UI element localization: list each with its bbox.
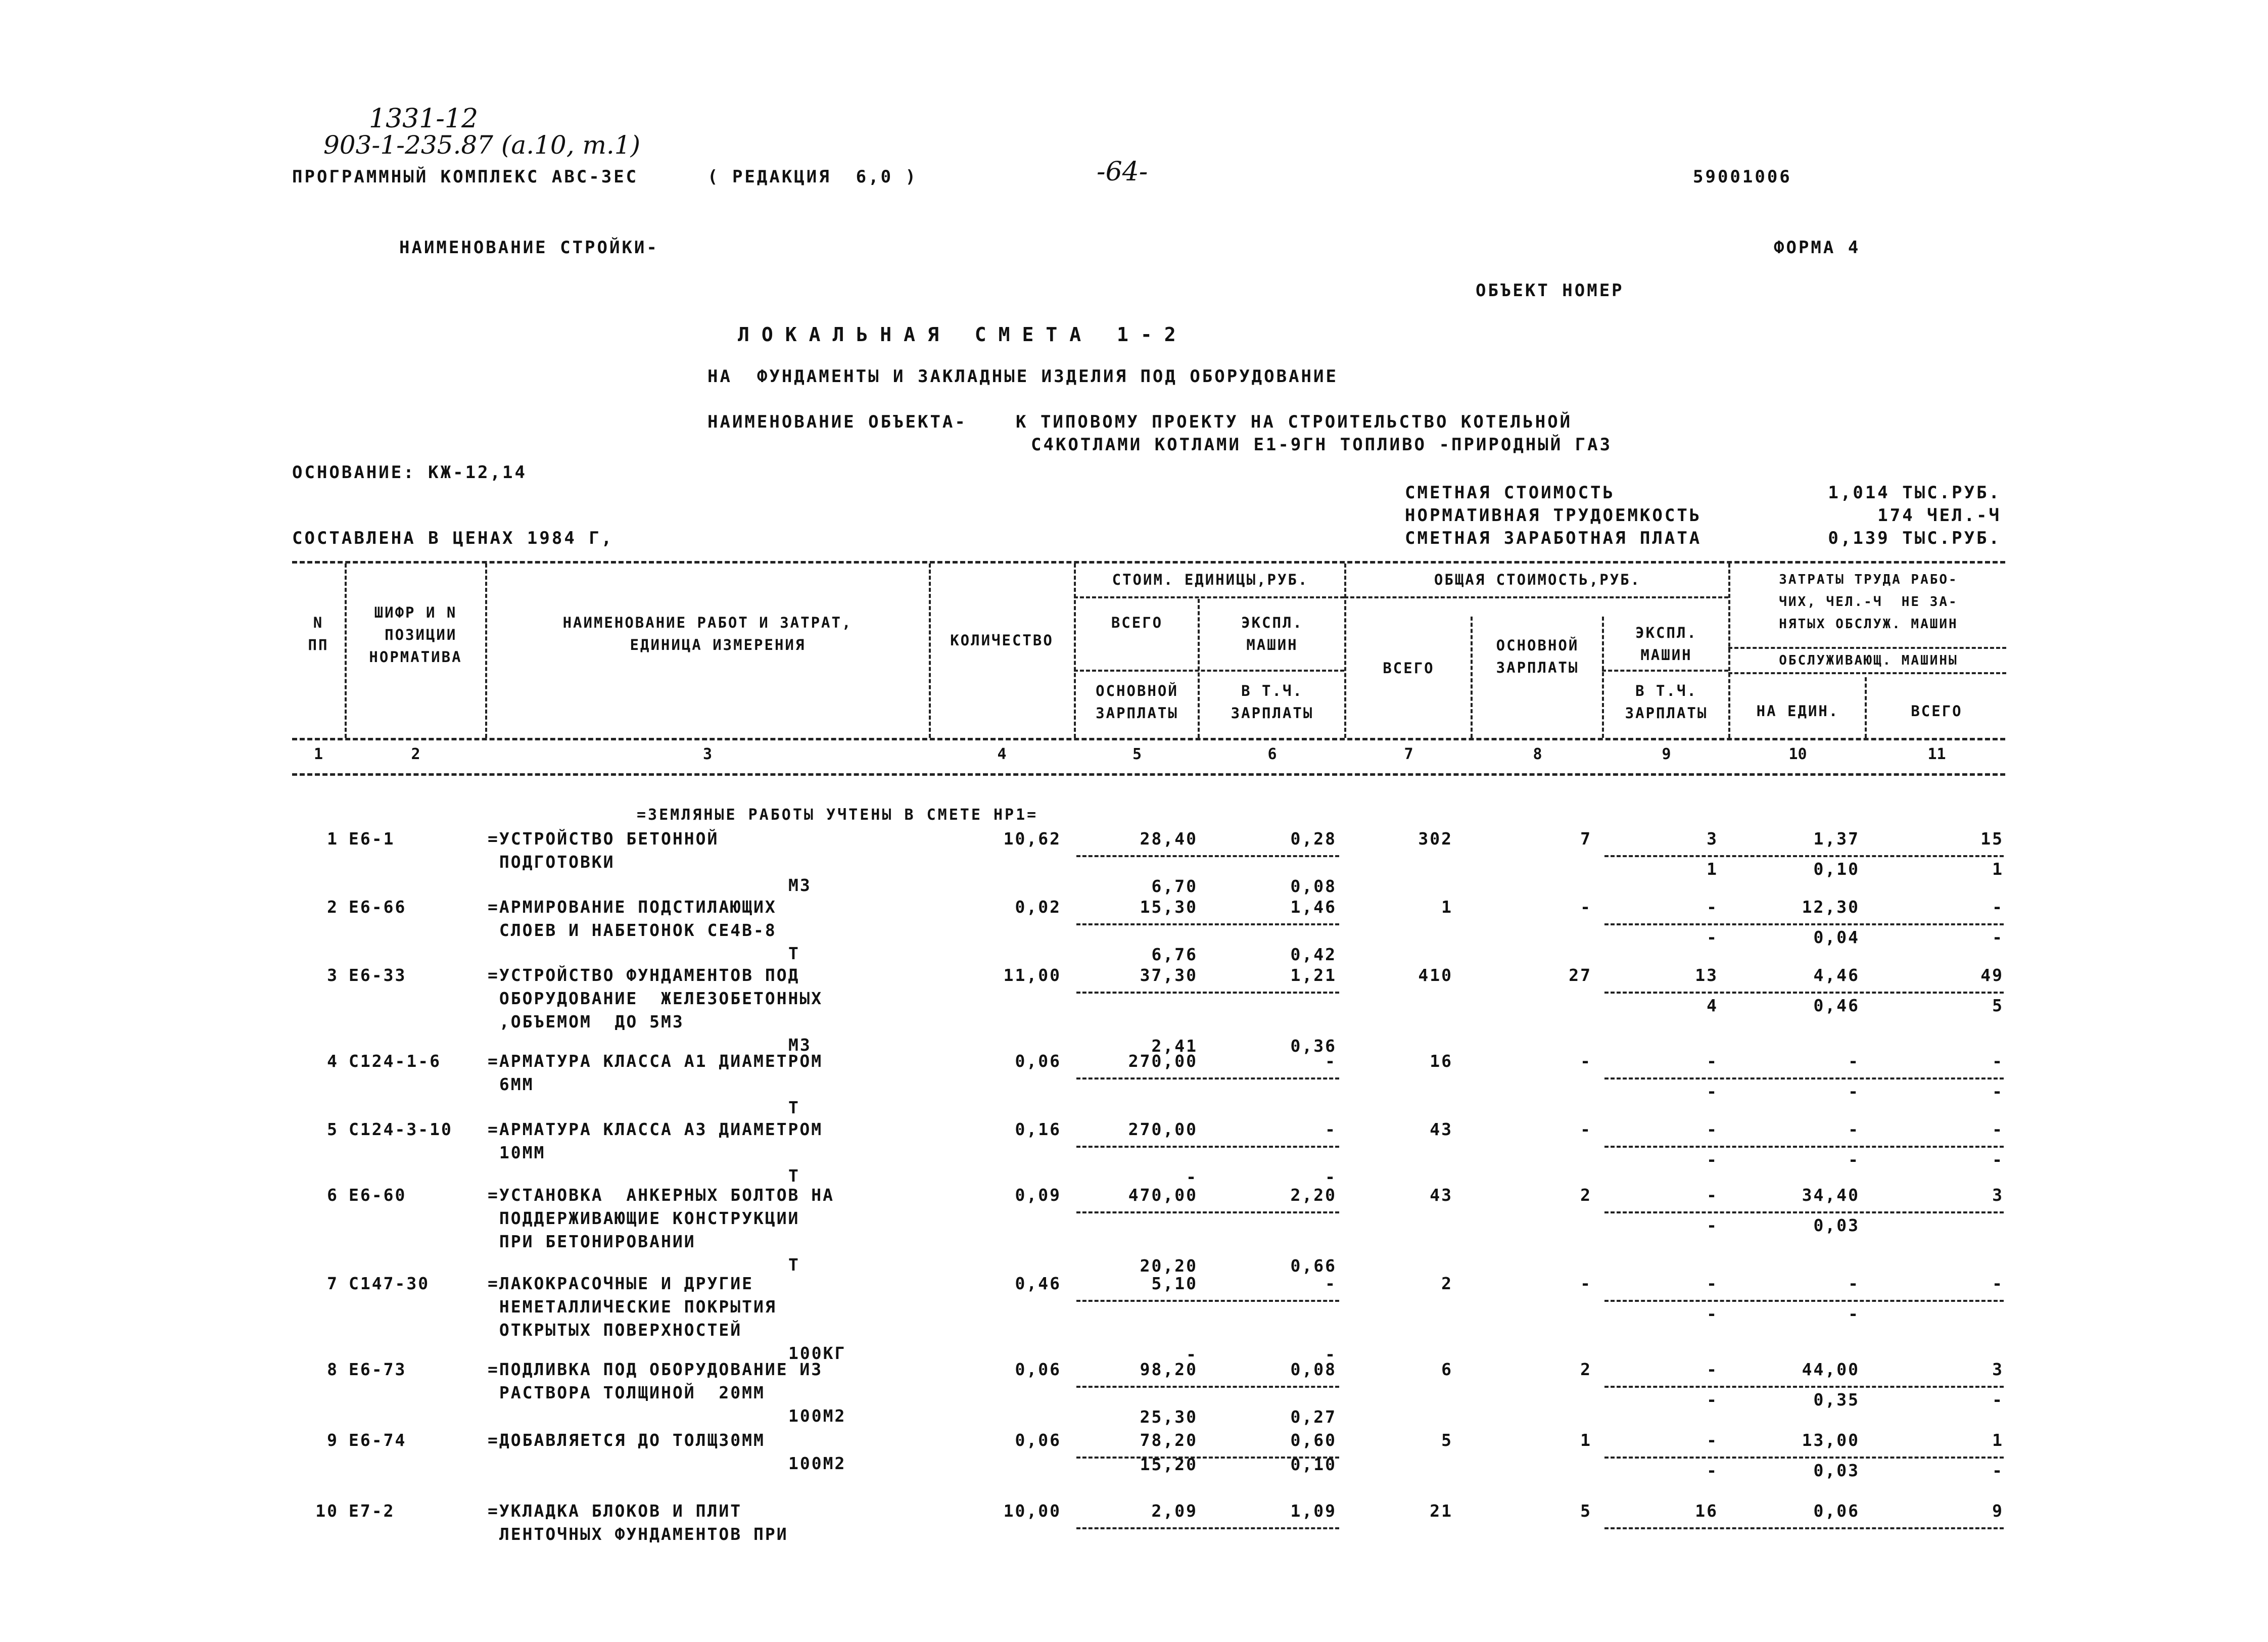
- row-number: 1: [327, 829, 339, 849]
- row-unit-machines: -: [1325, 1274, 1337, 1293]
- row-labor-per-unit: -: [1848, 1119, 1860, 1139]
- handwritten-number: 1331-12: [369, 104, 479, 134]
- row-total: 1: [1441, 897, 1453, 917]
- row-labor-machines-unit: 0,03: [1813, 1215, 1860, 1235]
- row-number: 3: [327, 965, 339, 985]
- row-total-machines: -: [1707, 1051, 1718, 1071]
- row-unit-incl-wages: 0,08: [1290, 876, 1337, 896]
- row-unit-machines: 0,08: [1290, 1359, 1337, 1379]
- row-number: 7: [327, 1274, 339, 1293]
- col-header-per-unit: НА ЕДИН.: [1756, 702, 1839, 720]
- row-work-name: =АРМАТУРА КЛАССА А1 ДИАМЕТРОМ: [488, 1051, 823, 1071]
- row-labor-machines-unit: 0,46: [1813, 996, 1860, 1015]
- summary-value: 0,139 ТЫС.РУБ.: [1828, 528, 2001, 548]
- row-work-name: ОБОРУДОВАНИЕ ЖЕЛЕЗОБЕТОННЫХ: [488, 989, 823, 1008]
- row-total: 16: [1430, 1051, 1453, 1071]
- row-separator: [1076, 1300, 1339, 1302]
- row-total: 2: [1441, 1274, 1453, 1293]
- col-header-total-incl-wages: В Т.Ч. ЗАРПЛАТЫ: [1625, 682, 1708, 722]
- col-header-number: N ПП: [308, 614, 329, 653]
- row-labor-machines-total: -: [1992, 1390, 2004, 1410]
- row-separator: [1604, 1077, 2004, 1080]
- row-total-wages: 2: [1580, 1359, 1592, 1379]
- col-header-unit-incl-wages: В Т.Ч. ЗАРПЛАТЫ: [1231, 682, 1314, 722]
- row-total: 21: [1430, 1501, 1453, 1521]
- row-unit: Т: [788, 1255, 800, 1275]
- row-labor-total: 15: [1980, 829, 2004, 849]
- row-separator: [1076, 1146, 1339, 1148]
- row-quantity: 0,06: [1015, 1051, 1061, 1071]
- row-total: 5: [1441, 1430, 1453, 1450]
- row-labor-machines-unit: 0,04: [1813, 927, 1860, 947]
- row-code: Е6-73: [349, 1359, 407, 1379]
- row-separator: [1076, 1527, 1339, 1529]
- column-number: 5: [1132, 745, 1142, 763]
- row-total-wages: 7: [1580, 829, 1592, 849]
- program-name: ПРОГРАММНЫЙ КОМПЛЕКС АВС-3ЕС: [292, 167, 639, 187]
- row-work-name: ОТКРЫТЫХ ПОВЕРХНОСТЕЙ: [488, 1320, 742, 1340]
- row-labor-machines-total: -: [1992, 927, 2004, 947]
- row-unit-total: 270,00: [1128, 1119, 1198, 1139]
- row-unit: 100М2: [788, 1453, 846, 1473]
- row-unit-machines: 1,46: [1290, 897, 1337, 917]
- row-unit-total: 2,09: [1151, 1501, 1198, 1521]
- row-unit-total: 37,30: [1140, 965, 1198, 985]
- row-labor-machines-total: 5: [1992, 996, 2004, 1015]
- row-labor-machines-total: -: [1992, 1461, 2004, 1480]
- row-number: 10: [315, 1501, 339, 1521]
- row-work-name: =АРМАТУРА КЛАССА А3 ДИАМЕТРОМ: [488, 1119, 823, 1139]
- row-unit-machines: 0,60: [1290, 1430, 1337, 1450]
- section-note: =ЗЕМЛЯНЫЕ РАБОТЫ УЧТЕНЫ В СМЕТЕ НР1=: [637, 806, 1038, 824]
- row-labor-machines-unit: -: [1848, 1304, 1860, 1324]
- row-unit: 100КГ: [788, 1343, 846, 1363]
- row-work-name: =ДОБАВЛЯЕТСЯ ДО ТОЛЩ30ММ: [488, 1430, 765, 1450]
- row-separator: [1076, 1386, 1339, 1388]
- row-separator: [1604, 1457, 2004, 1459]
- row-total-machines: 3: [1707, 829, 1718, 849]
- col-header-labor: ЗАТРАТЫ ТРУДА РАБО- ЧИХ, ЧЕЛ.-Ч НЕ ЗА- НЯТЫХ ОБСЛУЖ. МАШИН: [1779, 572, 1958, 632]
- row-labor-machines-unit: 0,03: [1813, 1461, 1860, 1480]
- row-quantity: 10,62: [1003, 829, 1061, 849]
- row-separator: [1076, 855, 1339, 857]
- row-unit-machines: 1,21: [1290, 965, 1337, 985]
- row-separator: [1604, 992, 2004, 994]
- col-header-name: НАИМЕНОВАНИЕ РАБОТ И ЗАТРАТ, ЕДИНИЦА ИЗМЕРЕНИЯ: [562, 614, 853, 653]
- column-number: 11: [1927, 745, 1946, 763]
- row-total: 43: [1430, 1119, 1453, 1139]
- col-header-quantity: КОЛИЧЕСТВО: [950, 632, 1054, 649]
- col-header-total-cost: ОБЩАЯ СТОИМОСТЬ,РУБ.: [1434, 571, 1641, 588]
- row-separator: [1076, 923, 1339, 925]
- row-total-wages: -: [1580, 897, 1592, 917]
- summary-value: 1,014 ТЫС.РУБ.: [1828, 483, 2001, 503]
- row-unit: Т: [788, 1098, 800, 1117]
- row-quantity: 10,00: [1003, 1501, 1061, 1521]
- row-work-name: ПОДГОТОВКИ: [488, 852, 615, 872]
- row-separator: [1604, 1300, 2004, 1302]
- object-name-label: НАИМЕНОВАНИЕ ОБЪЕКТА-: [707, 412, 967, 432]
- edition: ( РЕДАКЦИЯ 6,0 ): [707, 167, 918, 187]
- row-separator: [1076, 1211, 1339, 1213]
- row-quantity: 0,06: [1015, 1359, 1061, 1379]
- row-total-wages: 2: [1580, 1185, 1592, 1205]
- col-header-total: ВСЕГО: [1383, 660, 1435, 677]
- row-unit-wages: 25,30: [1140, 1407, 1198, 1427]
- row-total-machines: -: [1707, 897, 1718, 917]
- row-work-name: =УКЛАДКА БЛОКОВ И ПЛИТ: [488, 1501, 742, 1521]
- basis: ОСНОВАНИЕ: КЖ-12,14: [292, 462, 527, 483]
- row-separator: [1604, 1146, 2004, 1148]
- summary-label: СМЕТНАЯ ЗАРАБОТНАЯ ПЛАТА: [1405, 528, 1702, 548]
- row-total-incl-wages: -: [1707, 1215, 1718, 1235]
- row-unit-machines: 1,09: [1290, 1501, 1337, 1521]
- row-labor-machines-total: 1: [1992, 859, 2004, 879]
- row-unit-wages: 6,76: [1151, 945, 1198, 964]
- row-work-name: =УСТРОЙСТВО ФУНДАМЕНТОВ ПОД: [488, 965, 800, 985]
- row-labor-total: 1: [1992, 1430, 2004, 1450]
- row-total-machines: 13: [1695, 965, 1718, 985]
- object-name-line1: К ТИПОВОМУ ПРОЕКТУ НА СТРОИТЕЛЬСТВО КОТЕЛЬНОЙ: [1016, 412, 1573, 432]
- row-code: С124-3-10: [349, 1119, 453, 1139]
- row-unit-incl-wages: -: [1325, 1344, 1337, 1364]
- row-separator: [1076, 992, 1339, 994]
- row-unit-incl-wages: -: [1325, 1167, 1337, 1187]
- row-unit-machines: -: [1325, 1051, 1337, 1071]
- row-labor-machines-unit: 0,10: [1813, 859, 1860, 879]
- construction-label: НАИМЕНОВАНИЕ СТРОЙКИ-: [399, 238, 659, 258]
- row-total-incl-wages: -: [1707, 1082, 1718, 1101]
- row-labor-total: -: [1992, 1274, 2004, 1293]
- column-number: 3: [702, 745, 713, 763]
- row-total-wages: 5: [1580, 1501, 1592, 1521]
- row-unit-machines: 0,28: [1290, 829, 1337, 849]
- row-total-wages: -: [1580, 1274, 1592, 1293]
- row-unit-incl-wages: 0,10: [1290, 1455, 1337, 1474]
- row-quantity: 0,02: [1015, 897, 1061, 917]
- summary-value: 174 ЧЕЛ.-Ч: [1877, 505, 2001, 526]
- row-total-wages: 1: [1580, 1430, 1592, 1450]
- row-total-incl-wages: -: [1707, 927, 1718, 947]
- prices-note: СОСТАВЛЕНА В ЦЕНАХ 1984 Г,: [292, 528, 614, 548]
- row-total: 410: [1418, 965, 1453, 985]
- row-code: Е6-33: [349, 965, 407, 985]
- summary-label: СМЕТНАЯ СТОИМОСТЬ: [1405, 483, 1615, 503]
- row-code: С124-1-6: [349, 1051, 441, 1071]
- row-unit-machines: 2,20: [1290, 1185, 1337, 1205]
- row-unit-wages: 15,20: [1140, 1455, 1198, 1474]
- row-total-wages: -: [1580, 1119, 1592, 1139]
- row-number: 2: [327, 897, 339, 917]
- col-header-labor-total: ВСЕГО: [1911, 702, 1963, 720]
- row-unit-wages: 6,70: [1151, 876, 1198, 896]
- row-unit-total: 78,20: [1140, 1430, 1198, 1450]
- column-number: 9: [1662, 745, 1671, 763]
- row-total: 302: [1418, 829, 1453, 849]
- row-labor-total: -: [1992, 1051, 2004, 1071]
- row-unit-wages: 2,41: [1151, 1036, 1198, 1056]
- row-labor-total: 9: [1992, 1501, 2004, 1521]
- row-unit: М3: [788, 875, 812, 895]
- row-labor-per-unit: -: [1848, 1051, 1860, 1071]
- row-code: С147-30: [349, 1274, 430, 1293]
- col-header-unit-total: ВСЕГО: [1111, 614, 1163, 631]
- col-header-labor-machines: ОБСЛУЖИВАЮЩ. МАШИНЫ: [1779, 653, 1958, 668]
- row-total-incl-wages: -: [1707, 1390, 1718, 1410]
- row-unit: 100М2: [788, 1406, 846, 1426]
- col-header-total-wages: ОСНОВНОЙ ЗАРПЛАТЫ: [1496, 637, 1579, 676]
- row-work-name: 10ММ: [488, 1143, 546, 1162]
- row-labor-total: -: [1992, 1119, 2004, 1139]
- row-number: 4: [327, 1051, 339, 1071]
- row-total-incl-wages: 4: [1707, 996, 1718, 1015]
- row-unit-incl-wages: 0,66: [1290, 1256, 1337, 1276]
- row-total: 6: [1441, 1359, 1453, 1379]
- column-number: 10: [1788, 745, 1807, 763]
- row-work-name: 6ММ: [488, 1074, 534, 1094]
- row-separator: [1076, 1077, 1339, 1080]
- page-number: -64-: [1097, 157, 1148, 187]
- row-unit-wages: -: [1186, 1167, 1198, 1187]
- column-number: 4: [997, 745, 1007, 763]
- col-header-unit-cost: СТОИМ. ЕДИНИЦЫ,РУБ.: [1112, 571, 1309, 588]
- row-labor-machines-total: -: [1992, 1150, 2004, 1169]
- row-total-incl-wages: -: [1707, 1304, 1718, 1324]
- row-total-incl-wages: -: [1707, 1461, 1718, 1480]
- row-separator: [1604, 1211, 2004, 1213]
- object-number: ОБЪЕКТ НОМЕР: [1476, 280, 1624, 301]
- row-total-machines: -: [1707, 1430, 1718, 1450]
- row-number: 8: [327, 1359, 339, 1379]
- row-code: Е6-74: [349, 1430, 407, 1450]
- row-separator: [1604, 1386, 2004, 1388]
- row-number: 5: [327, 1119, 339, 1139]
- row-unit-incl-wages: 0,42: [1290, 945, 1337, 964]
- row-quantity: 0,16: [1015, 1119, 1061, 1139]
- row-labor-per-unit: 4,46: [1813, 965, 1860, 985]
- row-work-name: =УСТАНОВКА АНКЕРНЫХ БОЛТОВ НА: [488, 1185, 835, 1205]
- row-code: Е7-2: [349, 1501, 395, 1521]
- row-unit: Т: [788, 1166, 800, 1186]
- row-work-name: СЛОЕВ И НАБЕТОНОК СЕ4В-8: [488, 920, 777, 940]
- form-label: ФОРМА 4: [1774, 238, 1861, 258]
- row-unit-total: 5,10: [1151, 1274, 1198, 1293]
- row-work-name: =УСТРОЙСТВО БЕТОННОЙ: [488, 829, 719, 849]
- row-unit-wages: -: [1186, 1344, 1198, 1364]
- row-code: Е6-66: [349, 897, 407, 917]
- row-work-name: =ЛАКОКРАСОЧНЫЕ И ДРУГИЕ: [488, 1274, 753, 1293]
- row-unit-machines: -: [1325, 1119, 1337, 1139]
- row-quantity: 0,06: [1015, 1430, 1061, 1450]
- page-title: ЛОКАЛЬНАЯ СМЕТА 1-2: [738, 323, 1188, 346]
- row-unit: М3: [788, 1035, 812, 1055]
- row-unit-incl-wages: 0,27: [1290, 1407, 1337, 1427]
- row-total-machines: -: [1707, 1185, 1718, 1205]
- row-number: 6: [327, 1185, 339, 1205]
- row-work-name: =АРМИРОВАНИЕ ПОДСТИЛАЮЩИХ: [488, 897, 777, 917]
- row-work-name: =ПОДЛИВКА ПОД ОБОРУДОВАНИЕ ИЗ: [488, 1359, 823, 1379]
- row-labor-total: 49: [1980, 965, 2004, 985]
- row-labor-total: 3: [1992, 1359, 2004, 1379]
- row-unit-total: 15,30: [1140, 897, 1198, 917]
- column-number: 6: [1267, 745, 1277, 763]
- col-header-unit-machines: ЭКСПЛ. МАШИН: [1241, 614, 1303, 653]
- summary-label: НОРМАТИВНАЯ ТРУДОЕМКОСТЬ: [1405, 505, 1702, 526]
- row-labor-total: -: [1992, 897, 2004, 917]
- row-code: Е6-60: [349, 1185, 407, 1205]
- row-unit-total: 270,00: [1128, 1051, 1198, 1071]
- row-unit-total: 470,00: [1128, 1185, 1198, 1205]
- row-labor-machines-unit: 0,35: [1813, 1390, 1860, 1410]
- row-work-name: РАСТВОРА ТОЛЩИНОЙ 20ММ: [488, 1383, 765, 1402]
- row-total-incl-wages: -: [1707, 1150, 1718, 1169]
- row-quantity: 0,09: [1015, 1185, 1061, 1205]
- row-labor-total: 3: [1992, 1185, 2004, 1205]
- column-number: 8: [1533, 745, 1542, 763]
- row-quantity: 0,46: [1015, 1274, 1061, 1293]
- row-unit-total: 28,40: [1140, 829, 1198, 849]
- row-unit-total: 98,20: [1140, 1359, 1198, 1379]
- row-work-name: ПРИ БЕТОНИРОВАНИИ: [488, 1232, 696, 1251]
- row-total-incl-wages: 1: [1707, 859, 1718, 879]
- row-number: 9: [327, 1430, 339, 1450]
- column-number: 1: [313, 745, 323, 763]
- row-labor-per-unit: 1,37: [1813, 829, 1860, 849]
- col-header-code: ШИФР И N ПОЗИЦИИ НОРМАТИВА: [369, 604, 462, 666]
- row-code: Е6-1: [349, 829, 395, 849]
- row-labor-machines-unit: -: [1848, 1082, 1860, 1101]
- row-labor-machines-total: -: [1992, 1082, 2004, 1101]
- row-separator: [1604, 923, 2004, 925]
- row-work-name: ЛЕНТОЧНЫХ ФУНДАМЕНТОВ ПРИ: [488, 1524, 788, 1544]
- row-total-machines: 16: [1695, 1501, 1718, 1521]
- row-labor-per-unit: 0,06: [1813, 1501, 1860, 1521]
- handwritten-project-ref: 903-1-235.87 (а.10, т.1): [323, 130, 641, 160]
- row-work-name: НЕМЕТАЛЛИЧЕСКИЕ ПОКРЫТИЯ: [488, 1297, 777, 1317]
- row-work-name: ,ОБЪЕМОМ ДО 5М3: [488, 1012, 684, 1031]
- col-header-unit-wages: ОСНОВНОЙ ЗАРПЛАТЫ: [1096, 682, 1178, 722]
- row-total-wages: 27: [1569, 965, 1592, 985]
- row-labor-per-unit: 34,40: [1802, 1185, 1860, 1205]
- row-total-machines: -: [1707, 1274, 1718, 1293]
- row-labor-per-unit: 44,00: [1802, 1359, 1860, 1379]
- row-separator: [1604, 855, 2004, 857]
- row-labor-per-unit: 12,30: [1802, 897, 1860, 917]
- row-total-wages: -: [1580, 1051, 1592, 1071]
- row-work-name: ПОДДЕРЖИВАЮЩИЕ КОНСТРУКЦИИ: [488, 1208, 800, 1228]
- column-number: 7: [1404, 745, 1413, 763]
- row-total-machines: -: [1707, 1119, 1718, 1139]
- row-total: 43: [1430, 1185, 1453, 1205]
- row-total-machines: -: [1707, 1359, 1718, 1379]
- row-labor-per-unit: -: [1848, 1274, 1860, 1293]
- row-labor-per-unit: 13,00: [1802, 1430, 1860, 1450]
- object-name-line2: С4КОТЛАМИ КОТЛАМИ Е1-9ГН ТОПЛИВО -ПРИРОДНЫЙ ГАЗ: [1031, 435, 1613, 455]
- col-header-total-machines: ЭКСПЛ. МАШИН: [1635, 624, 1697, 664]
- document-code: 59001006: [1693, 167, 1792, 187]
- row-unit: Т: [788, 944, 800, 963]
- row-labor-machines-unit: -: [1848, 1150, 1860, 1169]
- page-subtitle: НА ФУНДАМЕНТЫ И ЗАКЛАДНЫЕ ИЗДЕЛИЯ ПОД ОБОРУДОВАНИЕ: [707, 366, 1338, 387]
- row-unit-incl-wages: 0,36: [1290, 1036, 1337, 1056]
- row-separator: [1604, 1527, 2004, 1529]
- row-unit-wages: 20,20: [1140, 1256, 1198, 1276]
- column-number: 2: [411, 745, 420, 763]
- row-quantity: 11,00: [1003, 965, 1061, 985]
